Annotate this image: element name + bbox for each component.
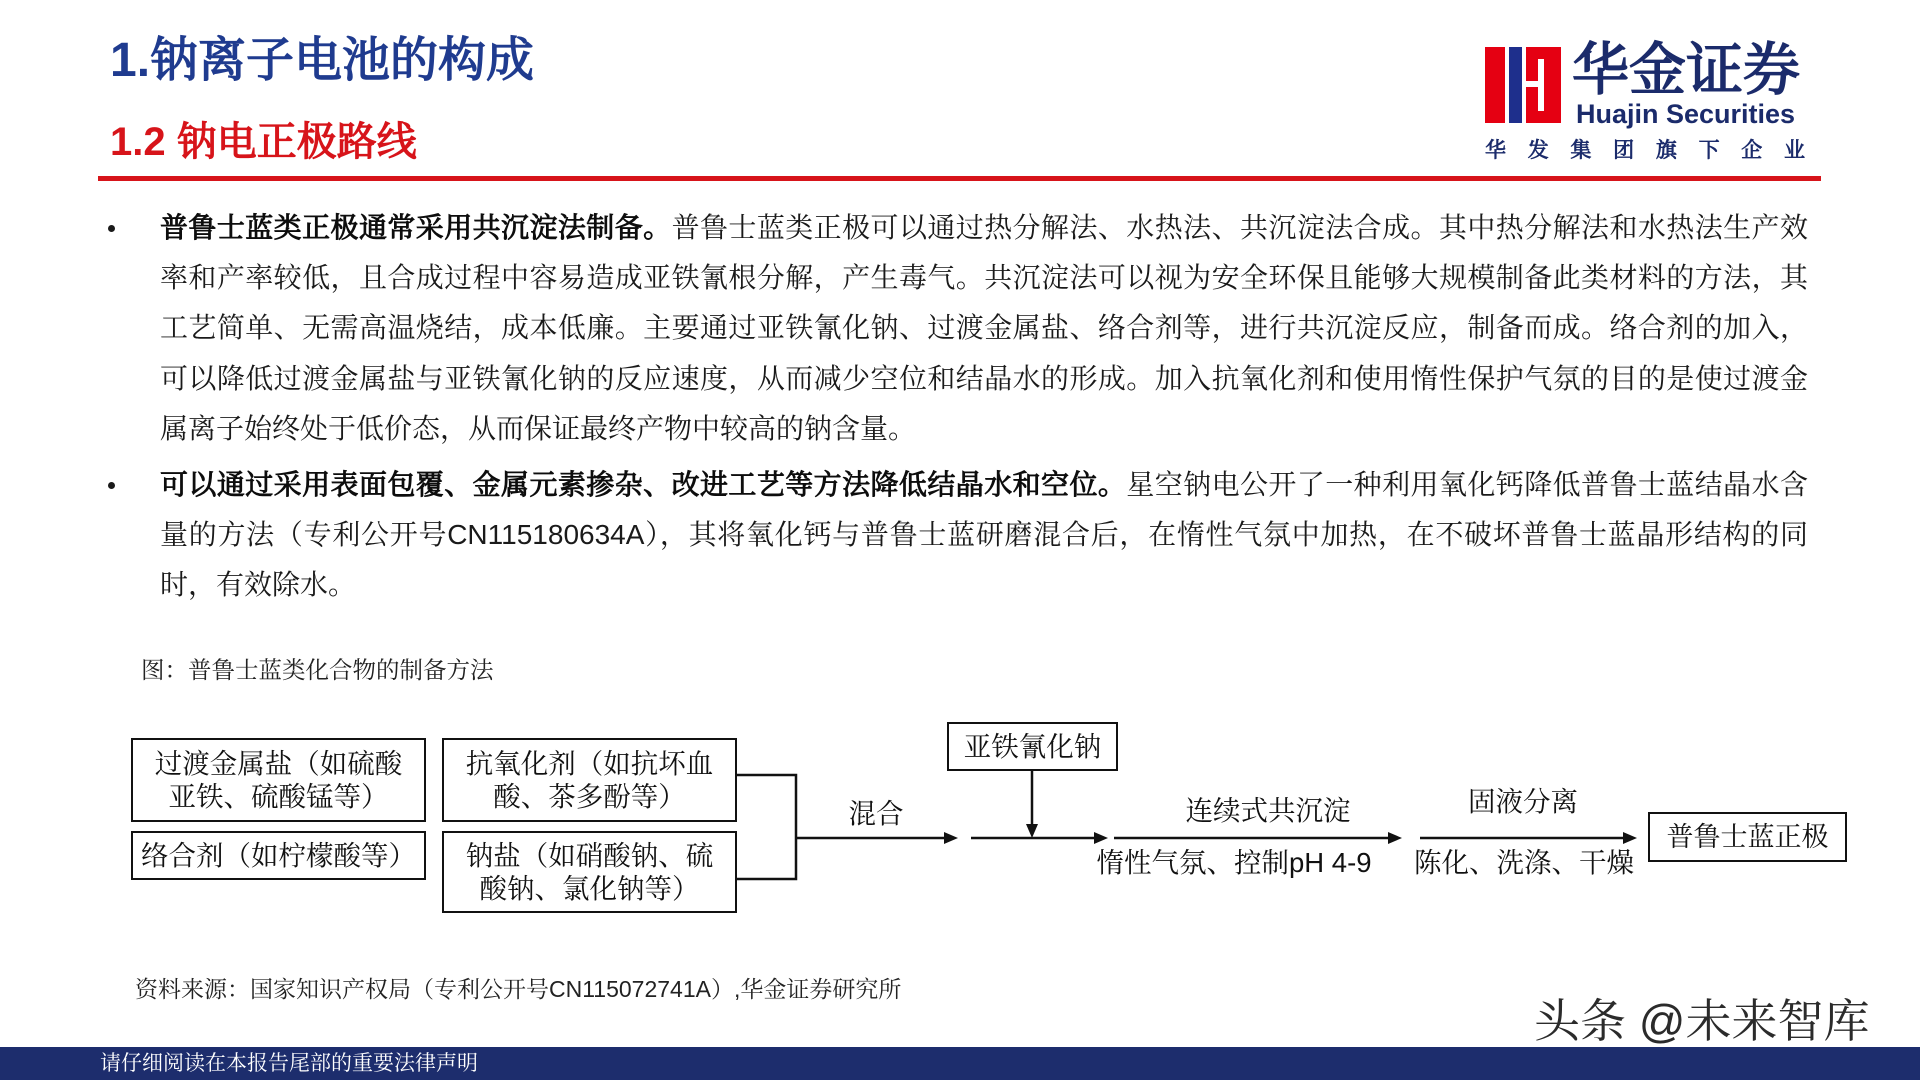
input-box-sodium-salt [442,831,737,913]
bullet-lead: 普鲁士蓝类正极通常采用共沉淀法制备。 [160,212,672,243]
mix-arrowhead [944,832,958,844]
product-box [1648,812,1847,862]
coprecipitation-arrowhead [1388,832,1402,844]
input-label: 抗氧化剂（如抗坏血酸、茶多酚等） [465,748,714,812]
input-box-sodium-ferrocyanide [947,722,1118,771]
logo-white-post [1538,59,1544,111]
step-label-separation: 固液分离 [1468,786,1578,817]
mix-bracket [737,775,796,879]
source-note: 资料来源：国家知识产权局（专利公开号CN115072741A）,华金证券研究所 [135,976,902,1002]
feed-arrowhead [1094,832,1108,844]
bullet-icon [108,225,115,232]
section-title: 1.钠离子电池的构成 [110,34,535,87]
bullet-text: 星空钠电公开了一种利用氧化钙降低普鲁士蓝结晶水含量的方法（专利公开号CN115180634A），其将氧化钙与普鲁士蓝研磨混合后，在惰性气氛中加热，在不破坏普鲁士蓝晶形结构的同时，有效除水。 [160,469,1808,601]
figure-caption: 图：普鲁士蓝类化合物的制备方法 [141,657,494,683]
input-label: 络合剂（如柠檬酸等） [141,840,416,871]
step-label-mixing: 混合 [848,798,904,829]
logo-tagline: 华 发 集 团 旗 下 企 业 [1485,139,1805,162]
header-divider [98,176,1821,181]
logo-white-stripe-right [1522,47,1526,123]
watermark: 头条 @未来智库 [1534,995,1870,1047]
bullet-lead: 可以通过采用表面包覆、金属元素掺杂、改进工艺等方法降低结晶水和空位。 [160,469,1127,501]
huajin-logo-icon [1485,47,1561,123]
step-label-post-treatment: 陈化、洗涤、干燥 [1414,847,1634,878]
logo-blue-bar [1509,47,1522,123]
input-label: 亚铁氰化钠 [963,731,1102,762]
input-label: 过渡金属盐（如硫酸亚铁、硫酸锰等） [154,748,403,812]
bullet-list [160,203,1808,617]
input-box-transition-metal-salt [131,738,426,822]
logo-wordmark: 华金证券 [1572,38,1800,102]
step-label-coprecipitation: 连续式共沉淀 [1185,795,1351,826]
footer-bar [0,1047,1920,1080]
subsection-title: 1.2 钠电正极路线 [110,120,417,164]
bullet-item [160,203,1808,454]
input-box-complexing-agent [131,831,426,880]
input-box-antioxidant [442,738,737,822]
ferrocyanide-arrowhead [1026,824,1038,838]
legal-notice: 请仔细阅读在本报告尾部的重要法律声明 [100,1052,478,1075]
bullet-icon [108,482,115,489]
logo-white-stripe-left [1505,47,1509,123]
input-label: 钠盐（如硝酸钠、硫酸钠、氯化钠等） [465,840,714,904]
bullet-text: 普鲁士蓝类正极可以通过热分解法、水热法、共沉淀法合成。其中热分解法和水热法生产效率和产率较低，且合成过程中容易造成亚铁氰根分解，产生毒气。共沉淀法可以视为安全环保且能够大规模制备此类材料的方法，其工艺简单、无需高温烧结，成本低廉。主要通过亚铁氰化钠、过渡金属盐、络合剂等，进行共沉淀反应，制备而成。络合剂的加入，可以降低过渡金属盐与亚铁氰化钠的反应速度，从而减少空位和结晶水的形成。加入抗氧化剂和使用惰性保护气氛的目的是使过渡金属离子始终处于低价态，从而保证最终产物中较高的钠含量。 [160,212,1808,444]
product-label: 普鲁士蓝正极 [1666,821,1829,852]
separation-arrowhead [1623,832,1637,844]
bullet-item [160,460,1808,611]
logo-english-name: Huajin Securities [1576,99,1796,129]
step-label-conditions: 惰性气氛、控制pH 4-9 [1096,847,1372,878]
